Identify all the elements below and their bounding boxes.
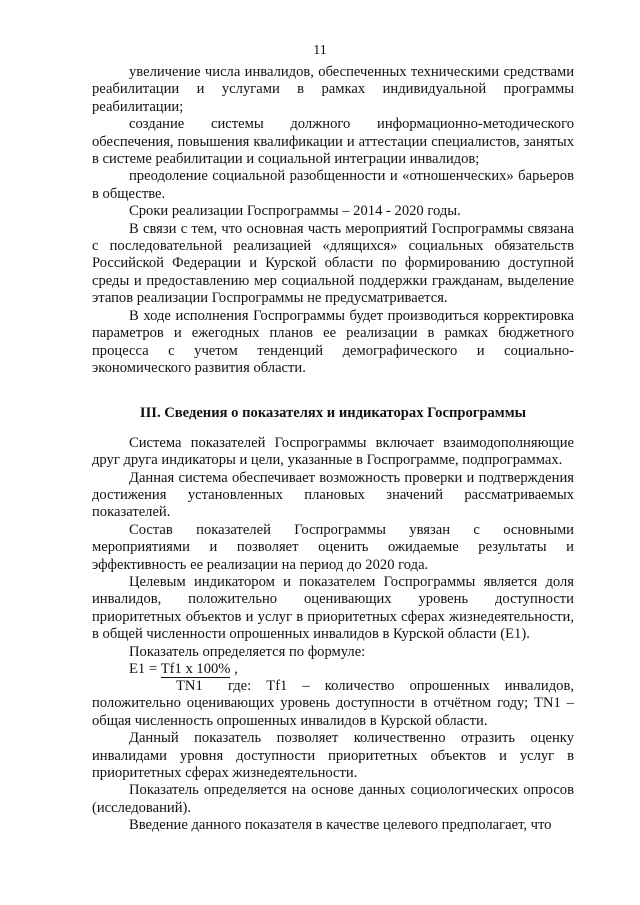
paragraph: Данная система обеспечивает возможность проверки и подтверждения достижения установленных плановых значений рассматриваемых показателей. [92, 469, 574, 521]
formula [129, 661, 574, 678]
paragraph: В ходе исполнения Госпрограммы будет производиться корректировка параметров и ежегодных планов ее реализации в рамках бюджетного процесса с учетом тенденций демографического и социально-экономического развития области. [92, 307, 574, 376]
paragraph: Состав показателей Госпрограммы увязан с основными мероприятиями и позволяет оценить ожидаемые результаты и эффективность ее реализации на период до 2020 года. [92, 521, 574, 573]
paragraph: В связи с тем, что основная часть мероприятий Госпрограммы связана с последовательной реализацией «длящихся» социальных обязательств Российской Федерации и Курской области по формированию доступной среды и предоставлению мер социальной поддержки гражданам, выделение этапов реализации Госпрограммы не предусматривается. [92, 220, 574, 307]
paragraph: Введение данного показателя в качестве целевого предполагает, что [129, 817, 552, 834]
paragraph: увеличение числа инвалидов, обеспеченных техническими средствами реабилитации и услугами в рамках индивидуальной программы реабилитации; [92, 64, 574, 115]
formula-numerator: Tf1 х 100% [160, 661, 231, 677]
paragraph: Целевым индикатором и показателем Госпрограммы является доля инвалидов, положительно оценивающих уровень доступности приоритетных объектов и услуг в приоритетных сферах жизнедеятельности, в общей численности опрошенных инвалидов в Курской области (Е1). [92, 573, 574, 643]
formula-denominator: TN1 [176, 678, 203, 694]
paragraph: Показатель определяется по формуле: [129, 643, 366, 660]
paragraph: Данный показатель позволяет количественно отразить оценку инвалидами уровня доступности приоритетных объектов и услуг в приоритетных сферах жизнедеятельности. [92, 730, 574, 782]
paragraph: преодоление социальной разобщенности и «отношенческих» барьеров в обществе. [92, 168, 574, 202]
paragraph: создание системы должного информационно-методического обеспечения, повышения квалификации и аттестации специалистов, занятых в системе реабилитации и социальной интеграции инвалидов; [92, 116, 574, 168]
formula-where-text: где: Tf1 – количество опрошенных инвалидов, [228, 678, 574, 694]
paragraph: Сроки реализации Госпрограммы – 2014 - 2020 годы. [129, 203, 461, 220]
formula-continuation: положительно оценивающих уровень доступности в отчётном году; TN1 – общая численность опрошенных инвалидов в Курской области. [92, 695, 574, 729]
paragraph: Показатель определяется на основе данных социологических опросов (исследований). [92, 782, 574, 816]
page-content [92, 64, 574, 835]
paragraph: Система показателей Госпрограммы включает взаимодополняющие друг друга индикаторы и цели, указанные в Госпрограмме, подпрограммах. [92, 434, 574, 469]
formula-lhs: Е1 = [129, 661, 161, 677]
formula-trailing: , [230, 661, 238, 677]
page-number: 11 [313, 43, 327, 58]
formula-definition-row [92, 678, 574, 695]
section-heading: III. Сведения о показателях и индикаторах Госпрограммы [139, 405, 527, 422]
